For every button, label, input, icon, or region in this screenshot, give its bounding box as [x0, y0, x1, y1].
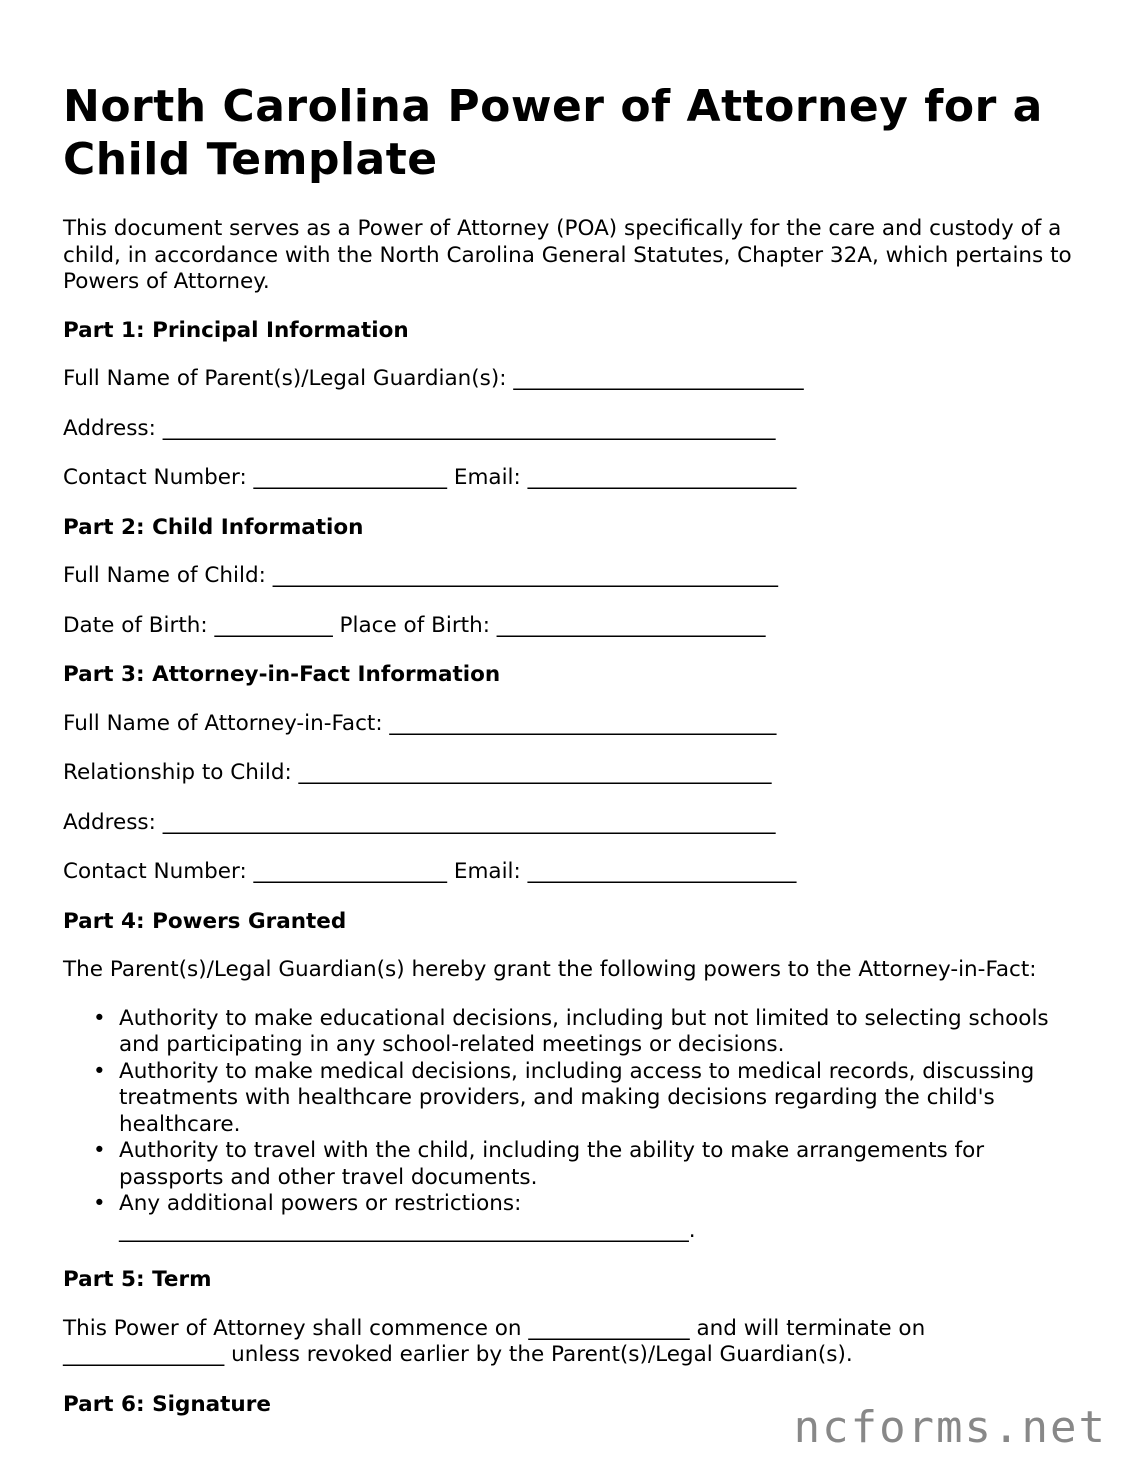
part2-heading: Part 2: Child Information: [63, 514, 364, 540]
part6-heading: Part 6: Signature: [63, 1391, 271, 1417]
bullet-icon: •: [93, 1005, 106, 1031]
list-item: • Any additional powers or restrictions: _____________________________________________________.: [93, 1191, 696, 1243]
powers-lead: The Parent(s)/Legal Guardian(s) hereby grant the following powers to the Attorney-in-Fact:: [63, 957, 1037, 982]
bullet-icon: •: [93, 1138, 106, 1163]
part3-heading: Part 3: Attorney-in-Fact Information: [63, 662, 501, 687]
principal-contact-field: Contact Number: __________________ Email: _________________________: [63, 465, 797, 490]
attorney-name-field: Full Name of Attorney-in-Fact: ____________________________________: [63, 710, 777, 736]
relationship-field: Relationship to Child: ____________________________________________: [63, 760, 772, 785]
attorney-contact-field: Contact Number: __________________ Email: _________________________: [63, 859, 797, 884]
list-item: • Authority to make medical decisions, including access to medical records, discussing treatments with healthcare providers, and making decisions regarding the child's healthcare.: [93, 1058, 1035, 1137]
part5-heading: Part 5: Term: [63, 1267, 212, 1292]
bullet-icon: •: [93, 1058, 106, 1084]
list-item: • Authority to make educational decisions, including but not limited to selecting schools and participating in any school-related meetings or decisions.: [93, 1005, 1049, 1057]
term-text: This Power of Attorney shall commence on _______________ and will terminate on _______________ unless revoked earlier by the Parent(s)/Legal Guardian(s).: [63, 1315, 926, 1367]
bullet-icon: •: [93, 1191, 106, 1216]
child-birth-field: Date of Birth: ___________ Place of Birth: _________________________: [63, 612, 766, 638]
principal-address-field: Address: _________________________________________________________: [63, 415, 776, 441]
attorney-address-field: Address: _________________________________________________________: [63, 809, 776, 835]
document-title: North Carolina Power of Attorney for a Child Template: [63, 81, 1043, 185]
document-page: [63, 80, 1083, 1440]
watermark: ncforms.net: [793, 1402, 1107, 1453]
powers-list: [63, 1006, 1083, 1245]
part1-heading: Part 1: Principal Information: [63, 317, 409, 343]
part4-heading: Part 4: Powers Granted: [63, 908, 347, 934]
additional-powers-blank: _____________________________________________________.: [119, 1217, 696, 1243]
child-name-field: Full Name of Child: _______________________________________________: [63, 563, 778, 588]
parent-name-field: Full Name of Parent(s)/Legal Guardian(s): ___________________________: [63, 366, 804, 391]
list-item: • Authority to travel with the child, including the ability to make arrangements for passports and other travel documents.: [93, 1138, 985, 1190]
intro-paragraph: This document serves as a Power of Attorney (POA) specifically for the care and custody of a child, in accordance with the North Carolina General Statutes, Chapter 32A, which pertains to Powers of Attorney.: [63, 216, 1072, 294]
